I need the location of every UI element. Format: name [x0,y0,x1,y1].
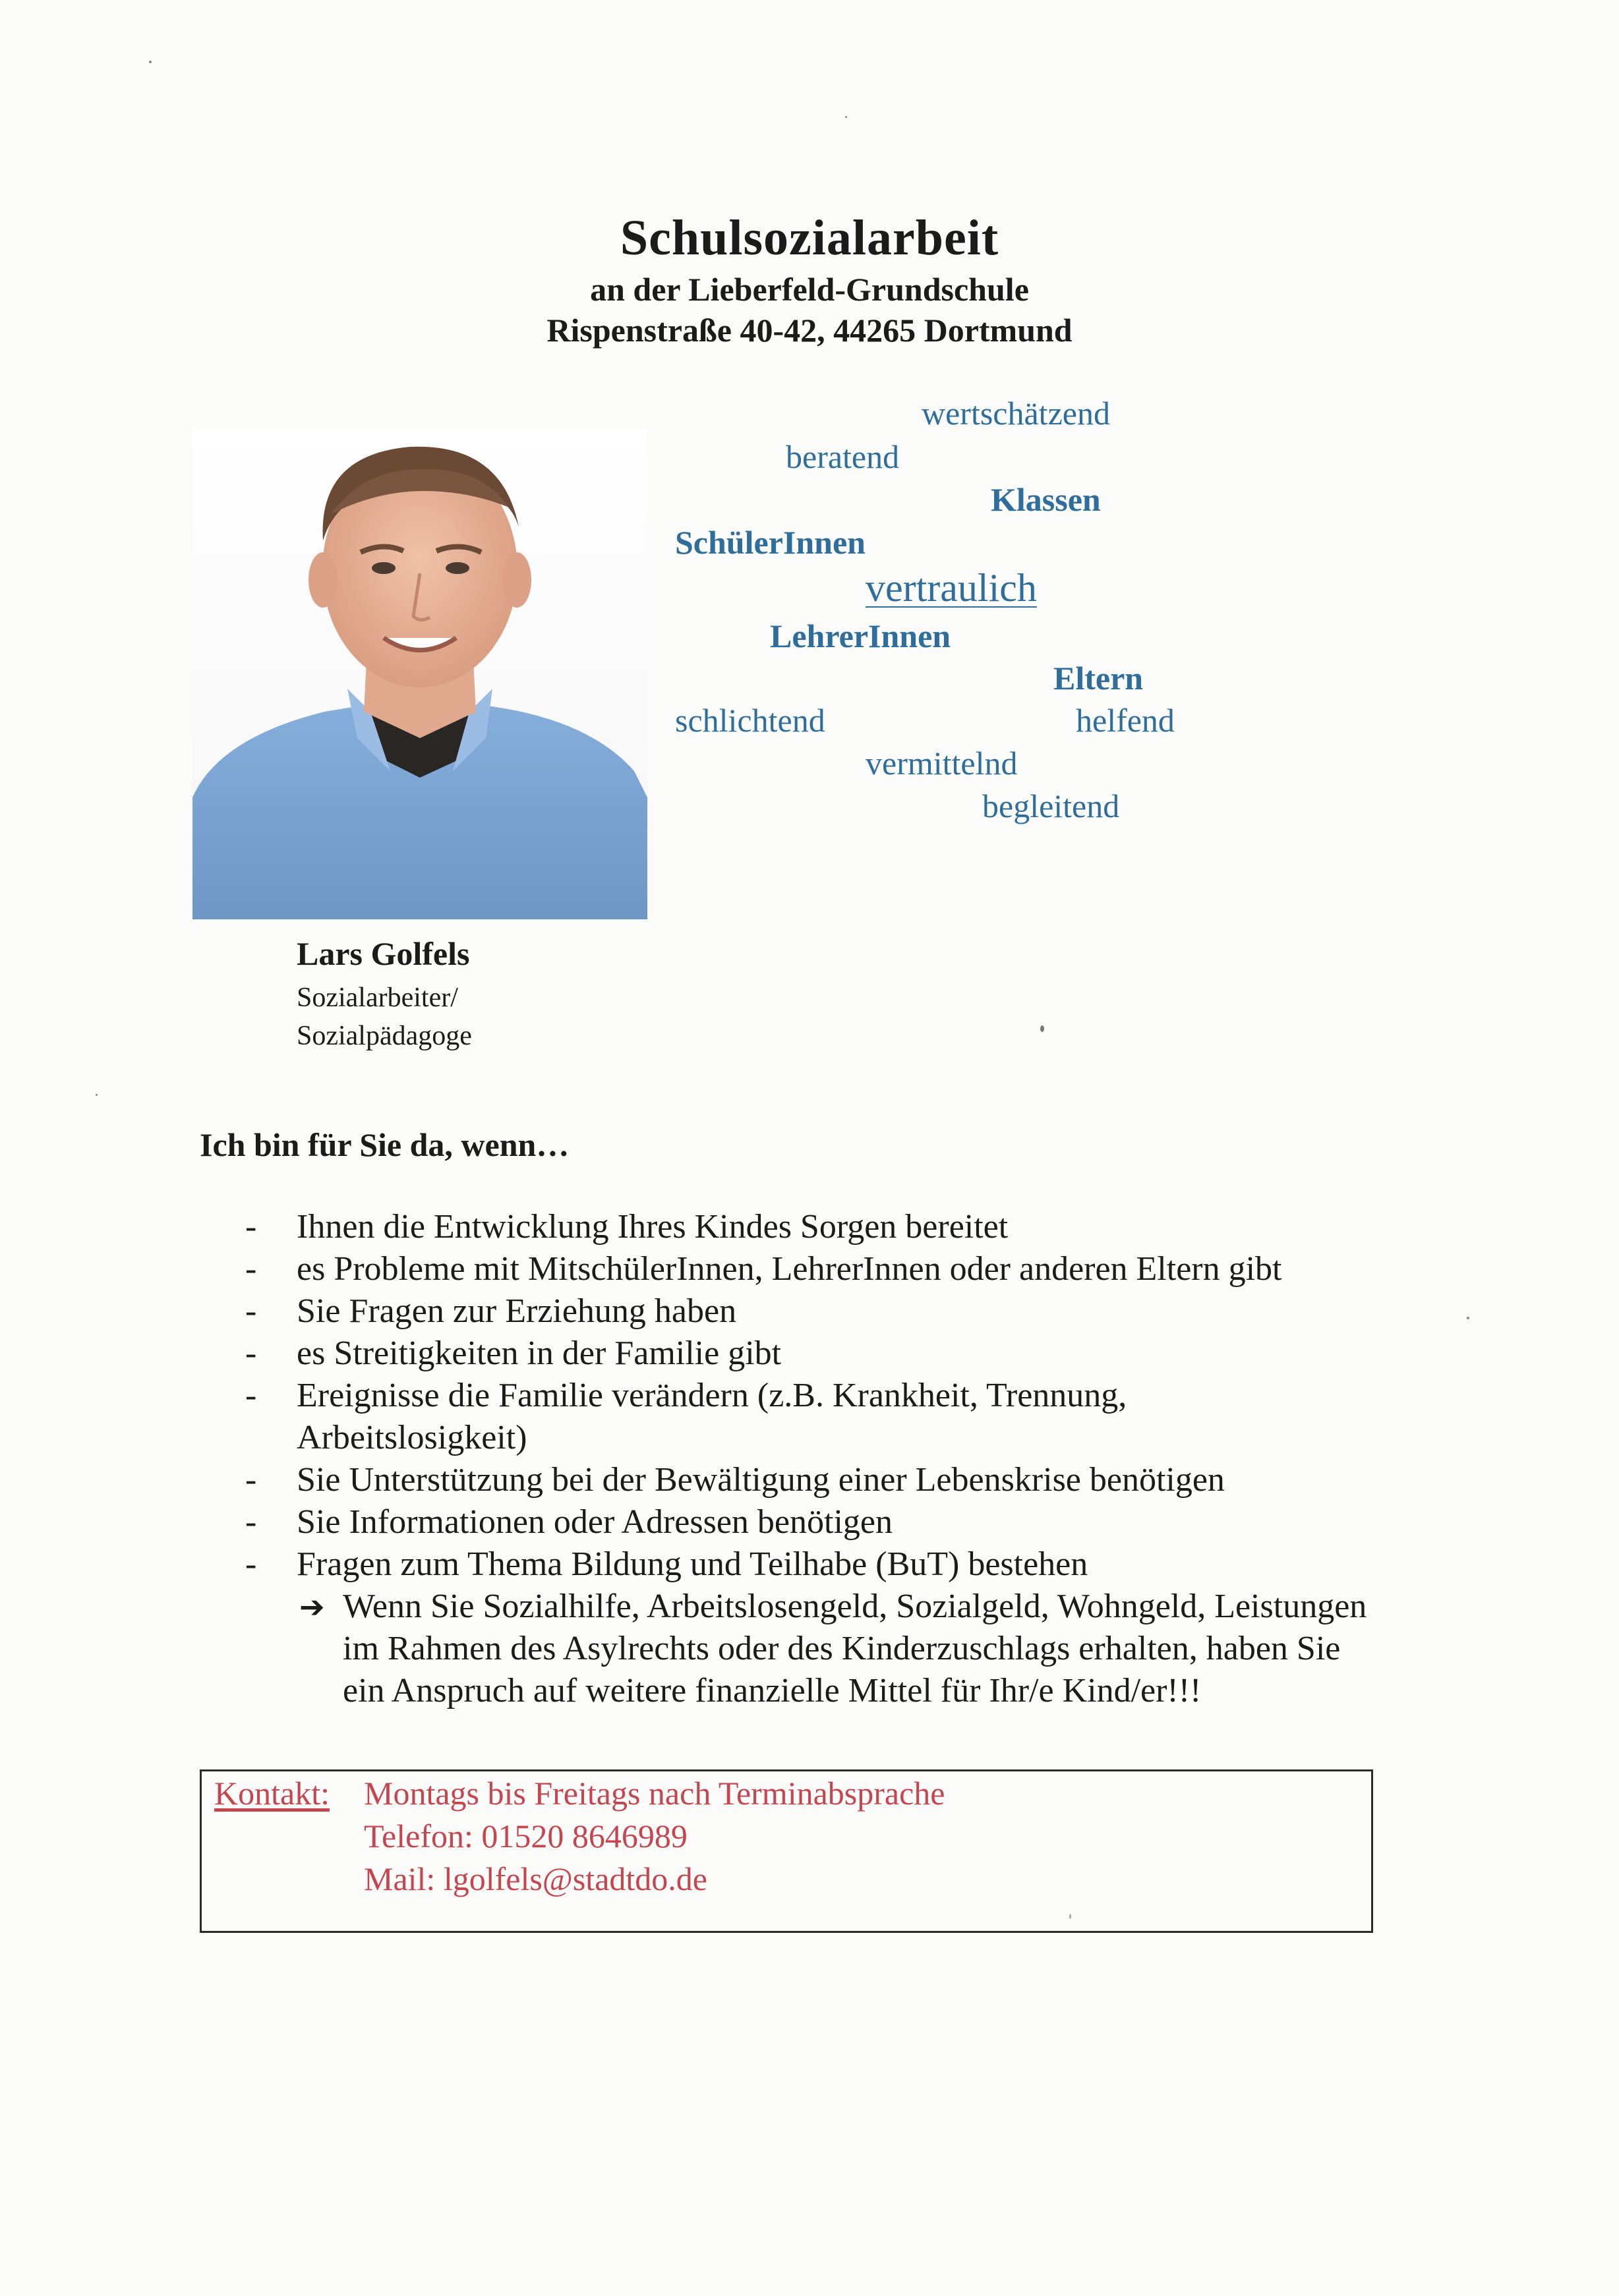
reasons-list [245,1206,1465,1712]
word-cloud-item: SchülerInnen [675,524,866,561]
contact-hours: Montags bis Freitags nach Terminabsprache [364,1775,945,1812]
bullet-dash: - [245,1250,257,1288]
portrait-photo [192,428,647,919]
bullet-dash: - [245,1292,257,1330]
person-role-line1: Sozialarbeiter/ [297,983,458,1013]
word-cloud-item: schlichtend [675,702,825,739]
bullet-dash: - [245,1545,257,1583]
school-address: Rispenstraße 40-42, 44265 Dortmund [546,312,1073,349]
scan-speck [149,61,152,63]
list-item: - Ereignisse die Familie verändern (z.B. Krankheit, Trennung, Arbeitslosigkeit) [245,1375,1233,1459]
word-cloud-item: Eltern [1053,660,1144,697]
contact-mail[interactable]: Mail: lgolfels@stadtdo.de [364,1860,707,1897]
bullet-dash: - [245,1335,257,1372]
person-name: Lars Golfels [297,935,470,972]
arrow-right-icon: ➔ [299,1589,325,1624]
page-title: Schulsozialarbeit [620,210,999,266]
list-item: - Ihnen die Entwicklung Ihres Kindes Sorgen bereitet [245,1206,1465,1248]
word-cloud-item: vertraulich [866,566,1037,610]
word-cloud-item: LehrerInnen [770,617,951,654]
contact-phone: Telefon: 01520 8646989 [364,1818,688,1854]
bullet-dash: - [245,1208,257,1246]
person-role-line2: Sozialpädagoge [297,1021,472,1051]
word-cloud-item: begleitend [982,788,1120,824]
school-name: an der Lieberfeld-Grundschule [590,271,1029,308]
scan-speck [96,1094,98,1096]
bullet-dash: - [245,1461,257,1499]
intro-heading: Ich bin für Sie da, wenn… [200,1126,570,1163]
word-cloud-item: Klassen [991,481,1101,518]
benefits-note-text: Wenn Sie Sozialhilfe, Arbeitslosengeld, Sozialgeld, Wohngeld, Leistungen im Rahmen des Asylrechts oder des Kinderzuschlags erhalten, haben Sie ein Anspruch auf weitere finanzielle Mittel für Ihr/e Kind/er!!! [343,1588,1367,1709]
list-item: - Sie Informationen oder Adressen benötigen [245,1501,1465,1543]
bullet-dash: - [245,1377,257,1414]
benefits-note [245,1586,1371,1712]
list-item: - Sie Fragen zur Erziehung haben [245,1290,1465,1333]
scan-speck [1069,1914,1071,1919]
scan-speck [1040,1025,1044,1032]
scan-speck [1467,1317,1469,1319]
contact-label: Kontakt: [214,1775,330,1812]
list-item: - es Streitigkeiten in der Familie gibt [245,1333,1465,1375]
word-cloud-item: vermittelnd [866,745,1018,782]
word-cloud-item: wertschätzend [922,395,1110,432]
list-item: - Sie Unterstützung bei der Bewältigung einer Lebenskrise benötigen [245,1459,1465,1501]
scan-speck [845,116,847,118]
word-cloud-item: helfend [1076,702,1175,739]
bullet-dash: - [245,1503,257,1541]
list-item: - es Probleme mit MitschülerInnen, LehrerInnen oder anderen Eltern gibt [245,1248,1465,1290]
list-item: - Fragen zum Thema Bildung und Teilhabe (BuT) bestehen [245,1543,1465,1586]
word-cloud-item: beratend [786,438,900,475]
